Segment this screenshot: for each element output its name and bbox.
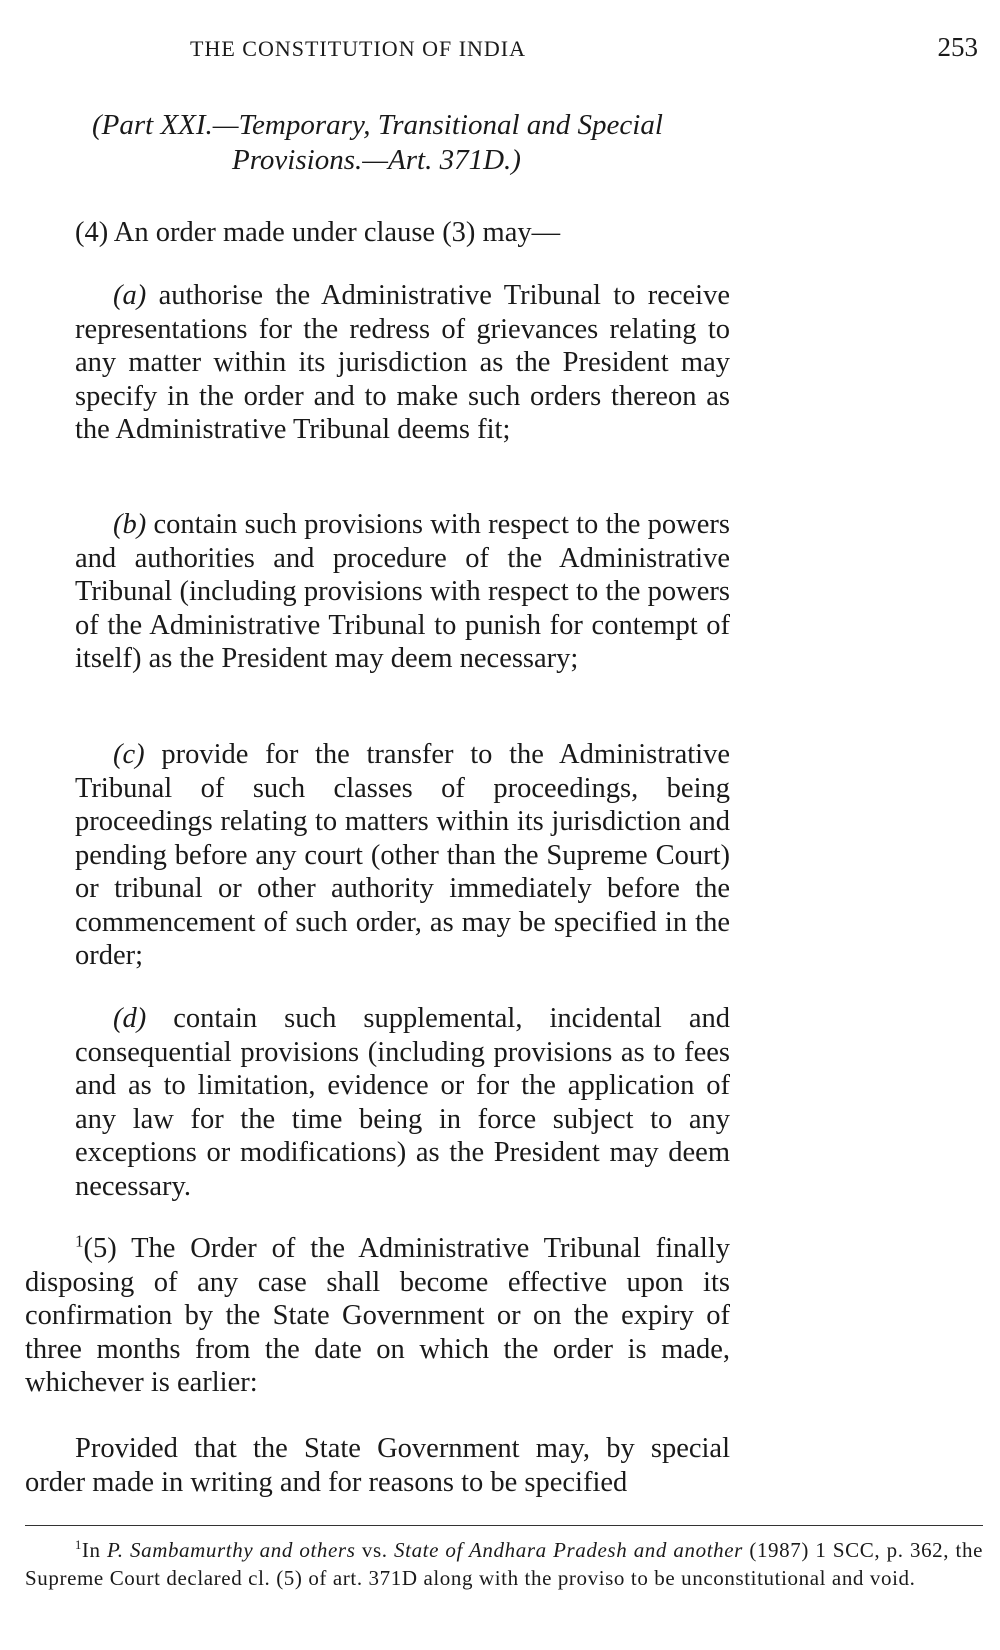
part-heading	[92, 108, 692, 178]
footnote-rest: (1987) 1 SCC, p. 362, the Supreme Court declared cl. (5) of art. 371D along with the proviso to be unconstitutional and void.	[25, 1538, 983, 1590]
page-number: 253	[937, 32, 978, 62]
part-heading-line1: (Part XXI.—Temporary, Transitional and Special	[92, 109, 663, 141]
footnote-respondent: State of Andhara Pradesh and another	[394, 1538, 743, 1562]
clause-4-intro: (4) An order made under clause (3) may—	[75, 217, 561, 248]
footnote-marker: 1	[75, 1538, 82, 1552]
sub-clause-a-label: (a)	[113, 280, 147, 311]
sub-clause-a	[75, 279, 730, 447]
sub-clause-d-text: contain such supplemental, incidental and consequential provisions (including provisions as to fees and as to limitation, evidence or for the application of any law for the time being in force subject to any exceptions or modifications) as the President may deem necessary.	[75, 1003, 730, 1202]
sub-clause-c-label: (c)	[113, 739, 145, 770]
footnote-vs: vs.	[355, 1538, 395, 1562]
sub-clause-b-text: contain such provisions with respect to the powers and authorities and procedure of the Administrative Tribunal (including provisions with respect to the powers of the Administrative Tribunal to punish for contempt of itself) as the President may deem necessary;	[75, 509, 730, 674]
sub-clause-d	[75, 1002, 730, 1203]
proviso: Provided that the State Government may, by special order made in writing and for reasons to be specified	[25, 1433, 730, 1498]
footnote-reference: 1	[75, 1231, 84, 1251]
footnote-divider	[25, 1525, 983, 1526]
sub-clause-b-label: (b)	[113, 509, 147, 540]
part-heading-line2: Provisions.—Art. 371D.)	[232, 144, 521, 176]
sub-clause-a-text: authorise the Administrative Tribunal to receive representations for the redress of grievances relating to any matter within its jurisdiction as the President may specify in the order and to make such orders thereon as the Administrative Tribunal deems fit;	[75, 280, 730, 445]
sub-clause-b	[75, 508, 730, 676]
clause-5	[25, 1232, 730, 1400]
footnote-prefix: In	[81, 1538, 108, 1562]
sub-clause-c	[75, 738, 730, 973]
footnote-case-name: P. Sambamurthy and others	[107, 1538, 356, 1562]
running-title: THE CONSTITUTION OF INDIA	[190, 36, 527, 61]
footnote	[25, 1536, 983, 1592]
sub-clause-c-text: provide for the transfer to the Administrative Tribunal of such classes of proceedings, being proceedings relating to matters within its jurisdiction and pending before any court (other than the Supreme Court) or tribunal or other authority immediately before the commencement of such order, as may be specified in the order;	[75, 739, 730, 971]
sub-clause-d-label: (d)	[113, 1003, 147, 1034]
clause-5-text: (5) The Order of the Administrative Tribunal finally disposing of any case shall become effective upon its confirmation by the State Government or on the expiry of three months from the date on which the order is made, whichever is earlier:	[25, 1233, 730, 1398]
